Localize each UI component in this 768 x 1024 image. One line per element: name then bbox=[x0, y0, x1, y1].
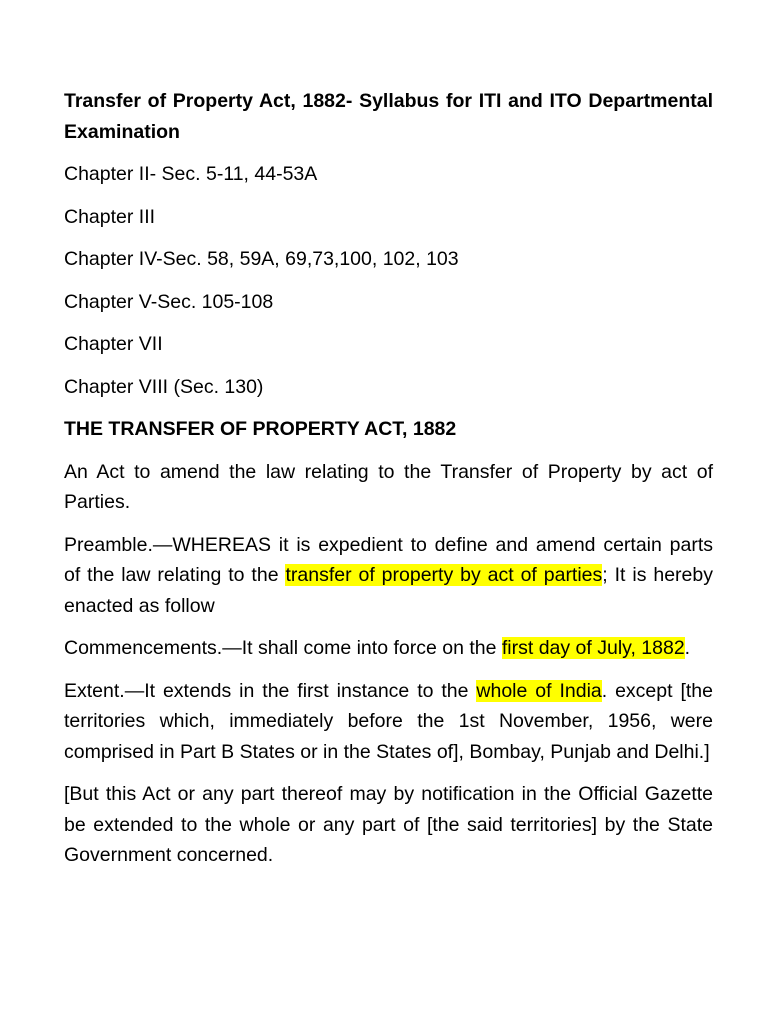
proviso-paragraph: [But this Act or any part thereof may by notification in the Official Gazette be extended to the whole or any part of [the said territories] by the State Government concerned. bbox=[64, 783, 713, 866]
act-title: THE TRANSFER OF PROPERTY ACT, 1882 bbox=[64, 418, 457, 440]
preamble-text: Preamble.—WHEREAS it is expedient to define and amend certain parts of the law relating to the bbox=[64, 533, 713, 586]
chapter-item: Chapter VII bbox=[64, 333, 163, 355]
act-intro: An Act to amend the law relating to the Transfer of Property by act of Parties. bbox=[64, 460, 713, 513]
chapter-item: Chapter III bbox=[64, 205, 156, 228]
preamble-highlight: transfer of property by act of parties bbox=[285, 564, 603, 586]
extent-text-end: . except [the territories which, immediately before the 1st November, 1956, were comprised in Part B States or in the States of], Bombay, Punjab and Delhi.] bbox=[64, 679, 713, 763]
commencement-text: Commencements.—It shall come into force on the bbox=[64, 637, 502, 659]
extent-highlight: whole of India bbox=[476, 679, 602, 702]
extent-paragraph bbox=[64, 676, 713, 768]
chapter-item: Chapter II- Sec. 5-11, 44-53A bbox=[64, 163, 318, 185]
chapter-item: Chapter V-Sec. 105-108 bbox=[64, 290, 274, 313]
chapter-item: Chapter IV-Sec. 58, 59A, 69,73,100, 102, 103 bbox=[64, 248, 459, 270]
chapter-item: Chapter VIII (Sec. 130) bbox=[64, 375, 264, 398]
commencement-highlight: first day of July, 1882 bbox=[501, 637, 685, 659]
commencement-text-end: . bbox=[684, 637, 691, 659]
extent-text: Extent.—It extends in the first instance to the bbox=[64, 679, 477, 702]
preamble-text-end: ; It is hereby enacted as follow bbox=[64, 564, 713, 617]
preamble-paragraph bbox=[64, 530, 713, 622]
commencement-paragraph bbox=[64, 633, 713, 664]
syllabus-title: Transfer of Property Act, 1882- Syllabus for ITI and ITO Departmental Examination bbox=[64, 90, 713, 143]
document-page bbox=[64, 86, 713, 883]
